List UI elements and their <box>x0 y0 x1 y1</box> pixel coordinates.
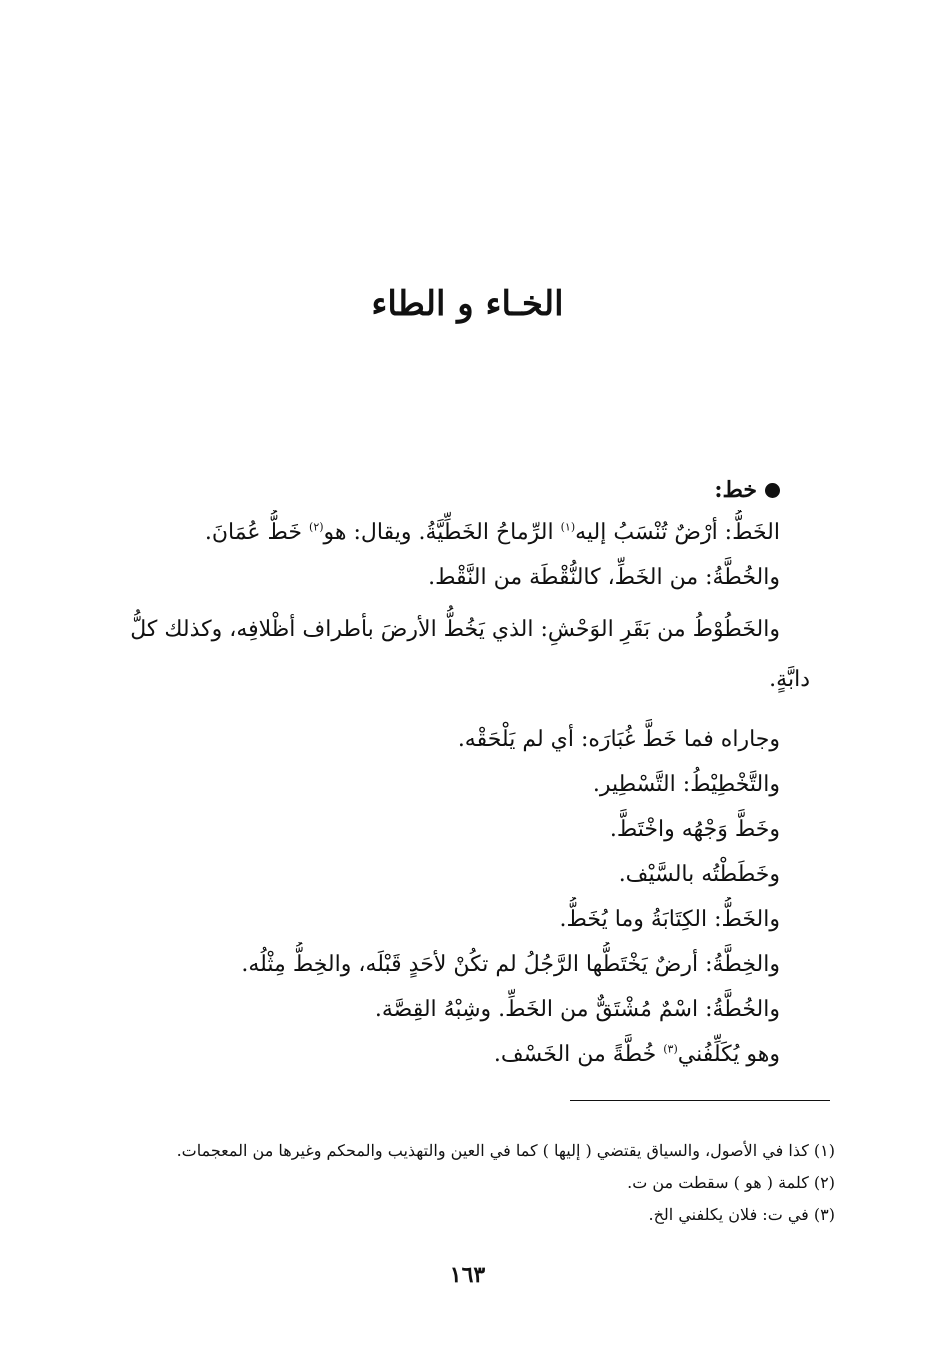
entry-line: والتَّخْطِيْطُ: التَّسْطِير. <box>592 772 780 797</box>
footnote-ref: (١) <box>560 520 576 534</box>
entry-line: الخَطُّ: أرْضٌ تُنْسَبُ إليه$^{(١)}$ الرِّماحُ الخَطِّيَّةُ. ويقال: هو$^{(٢)}$ خَطُّ عُمَانَ. <box>204 520 780 545</box>
entry-line: وهو يُكَلِّفُني$^{(٣)}$ خُطَّةً من الخَسْف. <box>493 1042 780 1067</box>
bullet-icon <box>765 483 780 498</box>
footnote: (٣) في ت: فلان يكلفني الخ. <box>648 1205 835 1224</box>
entry-line: والخُطَّةُ: من الخَطِّ، كالنُّقْطَة من النَّقْط. <box>428 565 780 590</box>
entry-heading <box>90 470 780 510</box>
footnote: (٢) كلمة ( هو ) سقطت من ت. <box>627 1173 835 1192</box>
entry-line: وخَطَطْتُه بالسَّيْف. <box>618 862 780 887</box>
footnotes <box>75 1135 835 1231</box>
chapter-title: الخـاء و الطاء <box>371 284 564 324</box>
page-number: ١٦٣ <box>449 1262 486 1288</box>
entry-line: وجاراه فما خَطَّ غُبَارَه: أي لم يَلْحَقْه. <box>457 727 780 752</box>
entry-line: والخِطَّةُ: أرضٌ يَخْتَطُّها الرَّجُلُ لم تكُنْ لأحَدٍ قَبْلَه، والخِطُّ مِثْلُه. <box>241 952 780 977</box>
footnote: (١) كذا في الأصول، والسياق يقتضي ( إليها ) كما في العين والتهذيب والمحكم وغيرها من المعجمات. <box>176 1141 835 1160</box>
entry-line: والخَطُّ: الكِتَابَةُ وما يُخَطُّ. <box>559 907 780 932</box>
entry-line: والخُطَّةُ: اسْمٌ مُشْتَقٌّ من الخَطِّ. وشِبْهُ القِصَّة. <box>374 997 780 1022</box>
entry-line: وخَطَّ وَجْهُه واخْتَطَّ. <box>609 817 780 842</box>
entry-heading-text: خط: <box>714 477 757 503</box>
entry-paragraph: والخَطُوْطُ من بَقَرِ الوَحْشِ: الذي يَخُطُّ الأرضَ بأطراف أظْلافِه، وكذلك كلُّ دابَّةٍ. <box>130 617 810 692</box>
dictionary-entry <box>90 470 810 1077</box>
footnote-ref: (٣) <box>663 1042 678 1056</box>
footnote-ref: (٢) <box>309 520 324 534</box>
footnote-divider <box>570 1100 830 1101</box>
